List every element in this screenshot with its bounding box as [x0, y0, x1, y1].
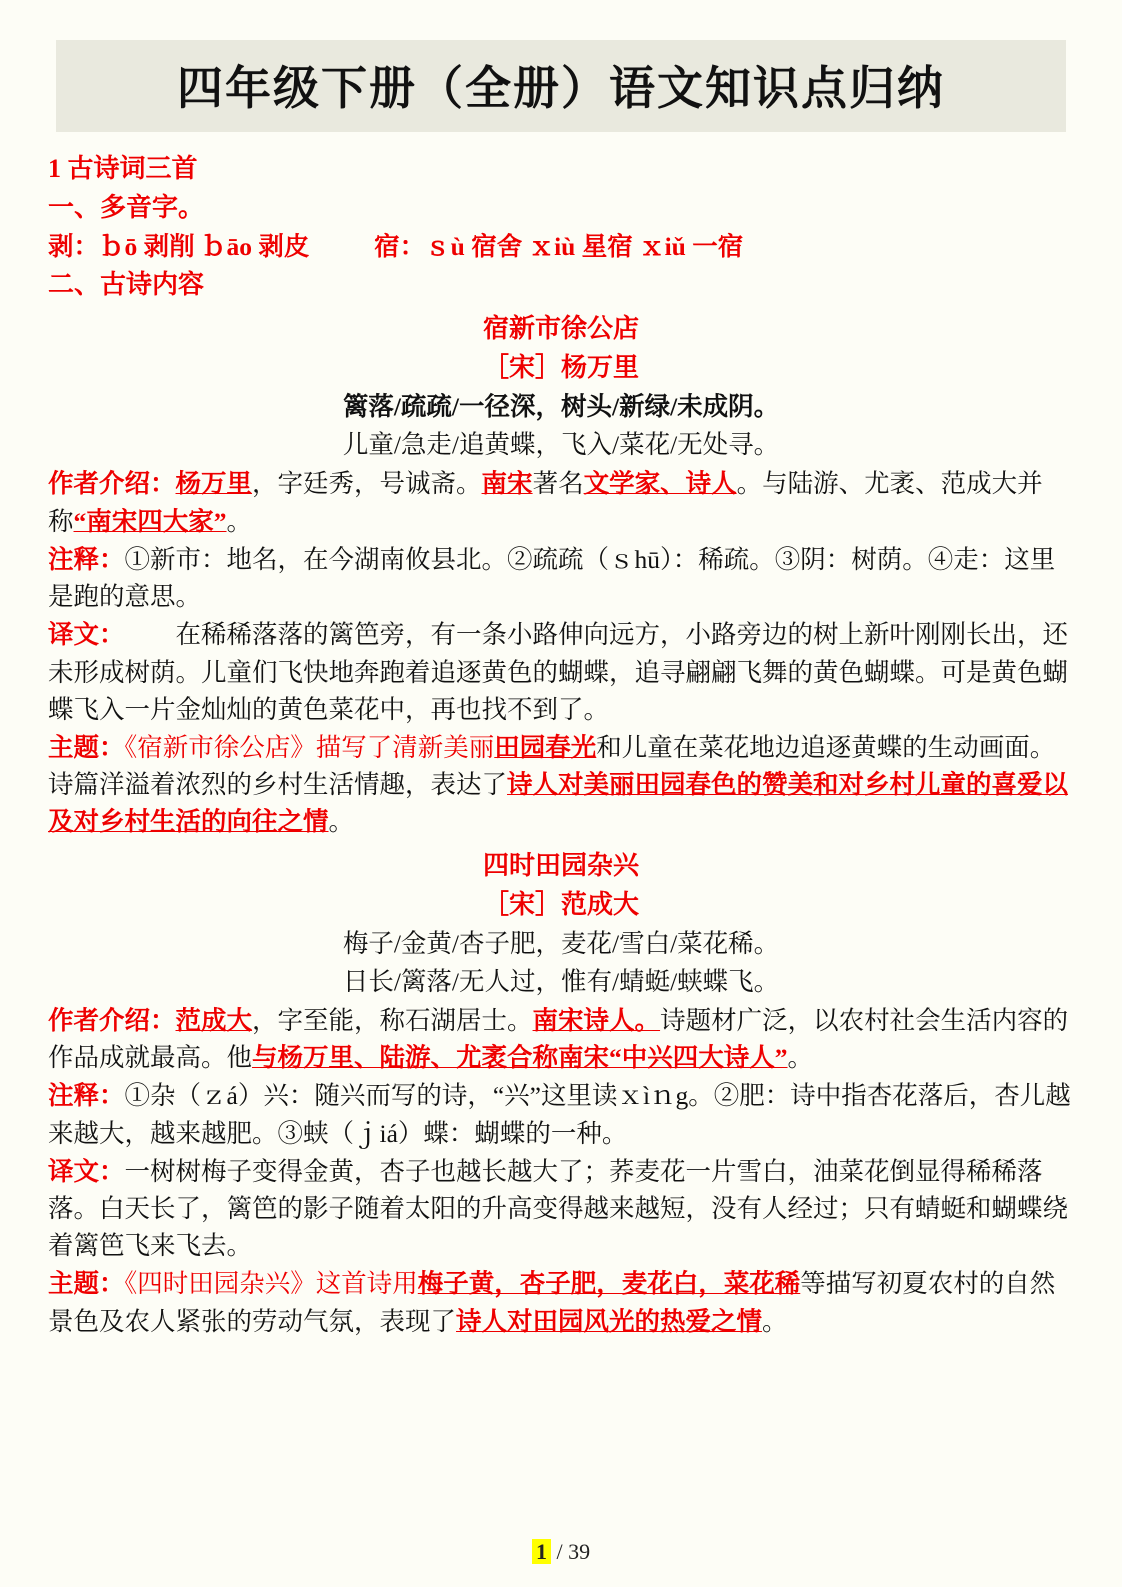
page-title-banner [56, 40, 1066, 132]
poem1-notes [48, 541, 1074, 615]
section-poem-content-heading: 二、古诗内容 [48, 270, 205, 300]
page-separator: / [556, 1539, 563, 1564]
document-content [48, 150, 1074, 1340]
author-intro-label: 作者介绍： [48, 469, 176, 499]
poem1-author: ［宋］杨万里 [482, 353, 639, 383]
lesson-title: 1 古诗词三首 [48, 154, 198, 183]
theme-text-2: 等描写初夏农村的自然景色及农人紧张的劳动气氛，表现了 [48, 1269, 1056, 1336]
author-intro-label: 作者介绍： [48, 1005, 176, 1035]
author-intro-text-2: 诗题材广泛，以农村社会生活内容的作品成就最高。他 [48, 1005, 1069, 1073]
poem2-author-intro [48, 1002, 1074, 1076]
notes-label: 注释： [48, 1081, 125, 1111]
poem2-notes [48, 1077, 1074, 1151]
poem2-author: ［宋］范成大 [482, 889, 639, 919]
notes-label: 注释： [48, 544, 125, 574]
author-intro-highlight-3: “南宋四大家” [73, 506, 227, 536]
current-page-number: 1 [532, 1539, 551, 1564]
poem2-line-1: 梅子/金黄/杏子肥，麦花/雪白/菜花稀。 [342, 928, 780, 958]
author-intro-text-4: 。 [226, 506, 253, 536]
total-page-number: 39 [568, 1539, 591, 1564]
author-intro-highlight-1: 南宋诗人。 [532, 1005, 661, 1035]
author-intro-name: 杨万里 [175, 469, 253, 499]
theme-highlight-2: 诗人对田园风光的热爱之情 [456, 1306, 763, 1336]
translation-text: 一树树梅子变得金黄，杏子也越长越大了；荞麦花一片雪白，油菜花倒显得稀稀落落。白天长了，篱笆的影子随着太阳的升高变得越来越短，没有人经过；只有蜻蜓和蝴蝶绕着篱笆飞来飞去。 [48, 1156, 1069, 1261]
theme-highlight-1: 梅子黄，杏子肥，麦花白，菜花稀 [417, 1269, 801, 1299]
theme-label: 主题： [48, 1269, 125, 1299]
theme-text-1: 《四时田园杂兴》这首诗用 [124, 1269, 418, 1299]
polyphone-left: 剥：ｂō 剥削 ｂāo 剥皮 [48, 231, 310, 261]
translation-label: 译文： [48, 1156, 125, 1186]
poem1-title: 宿新市徐公店 [482, 314, 639, 344]
polyphone-right: 宿：ｓù 宿舍 ｘiù 星宿 ｘiǔ 一宿 [374, 231, 744, 261]
author-intro-text-3: 。与陆游、尤袤、范成大并称 [48, 469, 1043, 536]
page-footer [0, 1539, 1122, 1565]
section-polyphone-heading: 一、多音字。 [48, 192, 205, 222]
author-intro-highlight-1: 南宋 [481, 469, 533, 499]
author-intro-highlight-2: 文学家、诗人 [583, 469, 737, 499]
theme-label: 主题： [48, 732, 125, 762]
poem1-theme [48, 729, 1074, 841]
theme-text-1: 《宿新市徐公店》描写了清新美丽 [124, 732, 495, 762]
notes-text: ①新市：地名，在今湖南攸县北。②疏疏（ｓhū）：稀疏。③阴：树荫。④走：这里是跑的意思。 [48, 544, 1056, 612]
poem1-line-2: 儿童/急走/追黄蝶，飞入/菜花/无处寻。 [342, 430, 780, 460]
poem2-theme [48, 1265, 1074, 1339]
author-intro-text-3: 。 [787, 1043, 814, 1073]
theme-text-2: 和儿童在菜花地边追逐黄蝶的生动画面。诗篇洋溢着浓烈的乡村生活情趣，表达了 [48, 732, 1056, 800]
poem1-author-intro [48, 465, 1074, 539]
author-intro-text-1: ，字廷秀，号诚斋。 [252, 469, 482, 499]
poem2-translation [48, 1153, 1074, 1265]
author-intro-highlight-2: 与杨万里、陆游、尤袤合称南宋“中兴四大诗人” [252, 1043, 788, 1073]
poem2-line-2: 日长/篱落/无人过，惟有/蜻蜓/蛱蝶飞。 [342, 966, 780, 996]
author-intro-name: 范成大 [175, 1005, 253, 1035]
theme-highlight-1: 田园春光 [494, 732, 597, 762]
author-intro-text-2: 著名 [532, 469, 584, 499]
theme-text-3: 。 [328, 807, 355, 837]
theme-highlight-2: 诗人对美丽田园春色的赞美和对乡村儿童的喜爱以及对乡村生活的向往之情 [48, 770, 1069, 837]
author-intro-text-1: ，字至能，称石湖居士。 [252, 1005, 533, 1035]
theme-text-3: 。 [762, 1306, 788, 1336]
poem1-line-1: 篱落/疏疏/一径深，树头/新绿/未成阴。 [342, 391, 780, 421]
poem2-title: 四时田园杂兴 [482, 850, 639, 880]
page-title: 四年级下册（全册）语文知识点归纳 [177, 63, 945, 114]
polyphone-row [48, 228, 1074, 265]
poem1-translation [48, 616, 1074, 728]
translation-text: 在稀稀落落的篱笆旁，有一条小路伸向远方，小路旁边的树上新叶刚刚长出，还未形成树荫。儿童们飞快地奔跑着追逐黄色的蝴蝶，追寻翩翩飞舞的黄色蝴蝶。可是黄色蝴蝶飞入一片金灿灿的黄色菜花中，再也找不到了。 [48, 620, 1069, 724]
translation-label: 译文： [48, 620, 125, 650]
notes-text: ①杂（ｚá）兴：随兴而写的诗，“兴”这里读ｘìｎg。②肥：诗中指杏花落后，杏儿越来越大，越来越肥。③蛱（ｊiá）蝶：蝴蝶的一种。 [48, 1081, 1071, 1148]
